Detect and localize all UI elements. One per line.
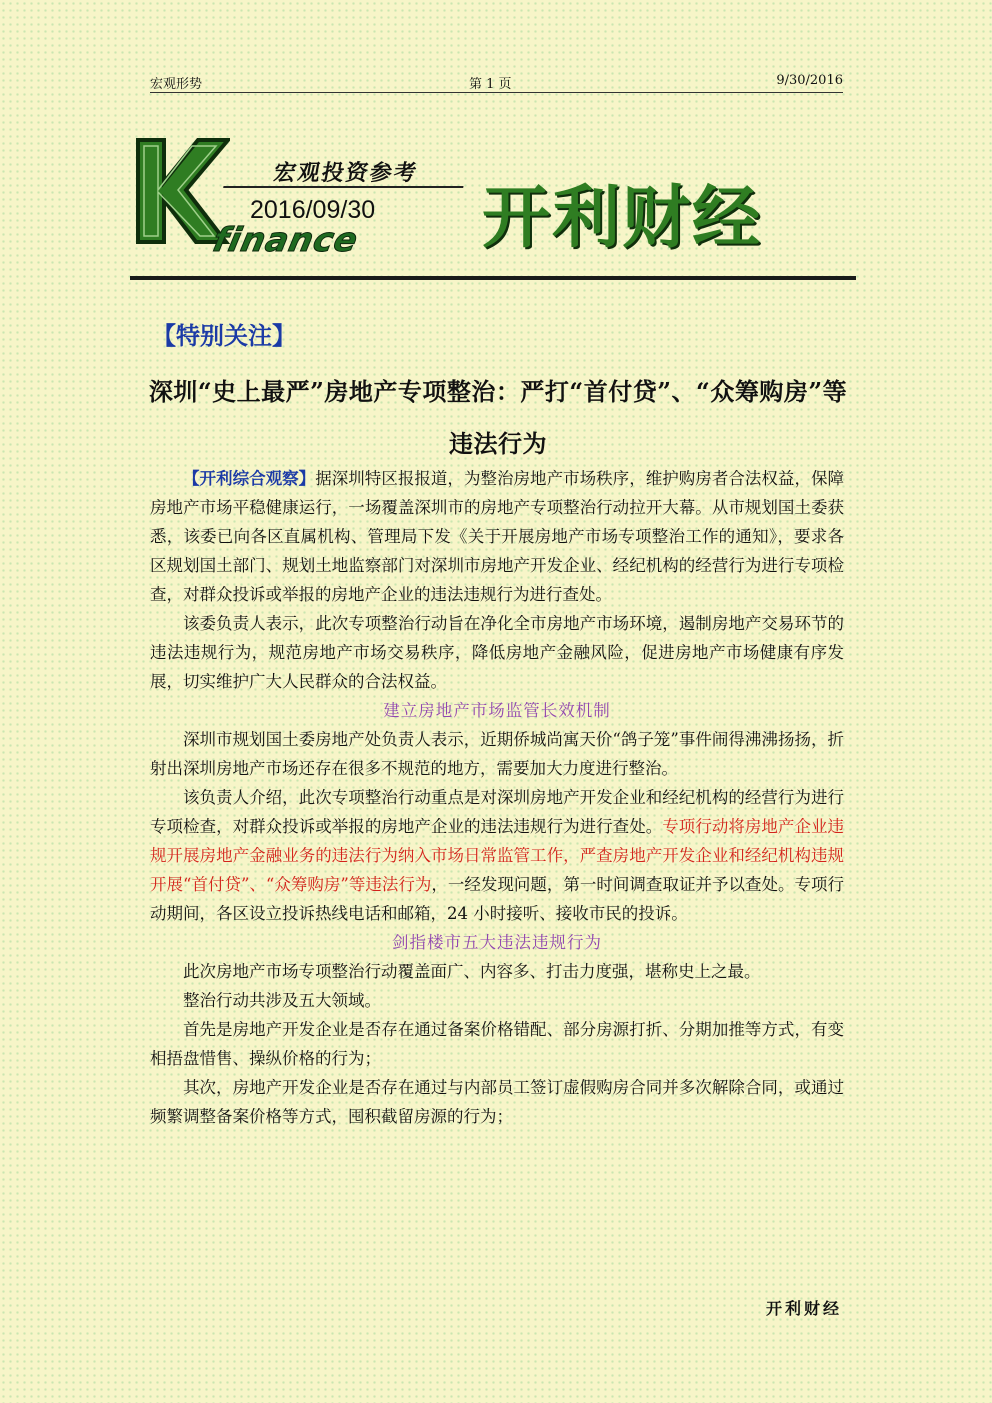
section-tag: 【特别关注】: [152, 321, 296, 350]
masthead-date: 2016/09/30: [250, 196, 376, 224]
paragraph-7: 首先是房地产开发企业是否存在通过备案价格错配、部分房源打折、分期加推等方式，有变相捂盘惜售、操纵价格的行为；: [150, 1020, 844, 1068]
paragraph-4-text-a: 该负责人介绍，此次专项整治行动重点是对深圳房地产开发企业和经纪机构的经营行为进行专项检查，对群众投诉或举报的房地产企业的违法违规行为进行查处。: [150, 788, 844, 836]
masthead-brand-title: 开利财经: [482, 178, 763, 258]
lead-tag: 【开利综合观察】: [183, 469, 316, 488]
paragraph-4-text-b: ，一经发现问题，第一时间调查取证并予以查处。专项行动期间，各区设立投诉热线电话和邮箱，24 小时接听、接收市民的投诉。: [150, 875, 844, 923]
header-page-number: 第 1 页: [469, 77, 512, 92]
paragraph-8: 其次，房地产开发企业是否存在通过与内部员工签订虚假购房合同并多次解除合同，或通过频繁调整备案价格等方式，囤积截留房源的行为；: [150, 1078, 844, 1126]
masthead-rule: [130, 276, 856, 280]
paragraph-1-text: 据深圳特区报报道，为整治房地产市场秩序，维护购房者合法权益，保障房地产市场平稳健康运行，一场覆盖深圳市的房地产专项整治行动拉开大幕。从市规划国土委获悉，该委已向各区直属机构、管理局下发《关于开展房地产市场专项整治工作的通知》，要求各区规划国土部门、规划土地监察部门对深圳市房地产开发企业、经纪机构的经营行为进行专项检查，对群众投诉或举报的房地产企业的违法违规行为进行查处。: [150, 469, 845, 604]
paragraph-6: 整治行动共涉及五大领域。: [183, 991, 381, 1010]
paragraph-1: [150, 464, 844, 609]
masthead-finance-wordmark: finance: [209, 220, 363, 259]
footer-brand: 开利财经: [765, 1299, 842, 1318]
article-body: [150, 464, 844, 1131]
paragraph-2: 该委负责人表示，此次专项整治行动旨在净化全市房地产市场环境，遏制房地产交易环节的违法违规行为，规范房地产市场交易秩序，降低房地产金融风险，促进房地产市场健康有序发展，切实维护广大人民群众的合法权益。: [150, 614, 844, 691]
running-header: [150, 70, 843, 93]
paragraph-3: 深圳市规划国土委房地产处负责人表示，近期侨城尚寓天价“鸽子笼”事件闹得沸沸扬扬，折射出深圳房地产市场还存在很多不规范的地方，需要加大力度进行整治。: [150, 730, 844, 778]
masthead: [130, 130, 856, 282]
header-date: 9/30/2016: [776, 73, 843, 88]
paragraph-4: [150, 783, 844, 928]
paragraph-4-highlight: 专项行动将房地产企业违规开展房地产金融业务的违法行为纳入市场日常监管工作，严查房地产开发企业和经纪机构违规开展“首付贷”、“众筹购房”等违法行为: [150, 817, 845, 894]
subheading-1: 建立房地产市场监管长效机制: [383, 701, 611, 720]
paragraph-5: 此次房地产市场专项整治行动覆盖面广、内容多、打击力度强，堪称史上之最。: [183, 962, 761, 981]
subheading-2: 剑指楼市五大违法违规行为: [392, 933, 602, 952]
article-headline: 深圳“史上最严”房地产专项整治：严打“首付贷”、“众筹购房”等违法行为: [148, 377, 848, 458]
header-section-label: 宏观形势: [150, 77, 203, 92]
masthead-subtitle: 宏观投资参考: [223, 156, 469, 188]
